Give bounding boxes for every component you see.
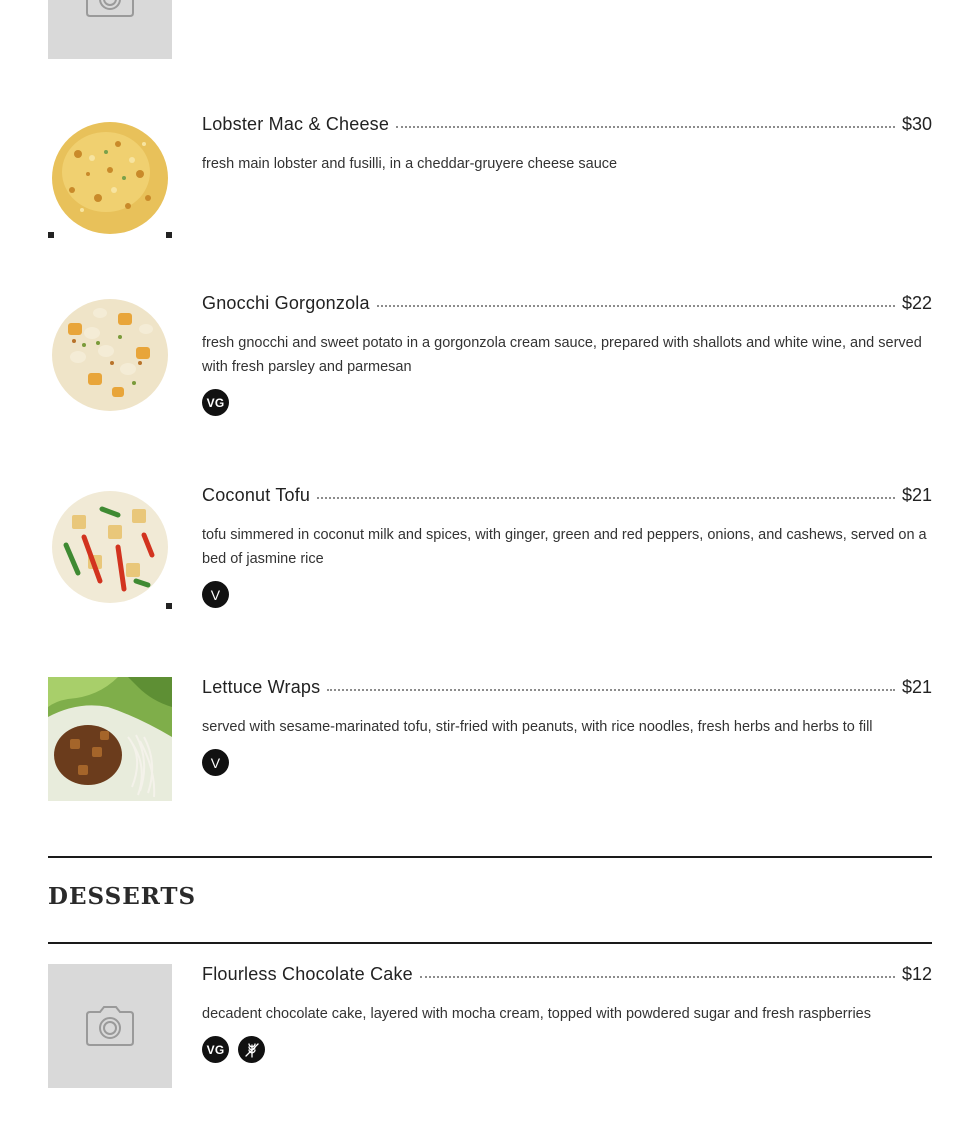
coconut-tofu-photo[interactable] xyxy=(48,485,172,609)
leader-dots xyxy=(420,975,895,978)
lobster-mac-photo[interactable] xyxy=(48,114,172,238)
item-description: decadent chocolate cake, layered with mocha cream, topped with powdered sugar and fresh raspberries xyxy=(202,1006,871,1022)
item-description: fresh gnocchi and sweet potato in a gorgonzola cream sauce, prepared with shallots and white wine, and served with fresh parsley and parmesan xyxy=(202,335,922,375)
item-description: served with sesame-marinated tofu, stir-fried with peanuts, with rice noodles, fresh herbs and herbs to fill xyxy=(202,719,873,735)
vegan-badge: VG xyxy=(202,389,229,416)
section-divider xyxy=(48,942,932,944)
gnocchi-photo[interactable] xyxy=(48,293,172,417)
camera-icon xyxy=(86,0,134,17)
item-name: Coconut Tofu xyxy=(202,485,311,505)
camera-icon xyxy=(86,1006,134,1046)
item-price: $21 xyxy=(901,677,932,697)
diet-badges xyxy=(202,749,932,776)
gluten-free-icon xyxy=(238,1036,265,1063)
item-price: $12 xyxy=(901,964,932,984)
item-name: Lettuce Wraps xyxy=(202,677,321,697)
item-price: $30 xyxy=(901,114,932,134)
photo-placeholder[interactable] xyxy=(48,964,172,1088)
vegan-badge: VG xyxy=(202,1036,229,1063)
leader-dots xyxy=(327,688,895,691)
vegetarian-badge: V xyxy=(202,581,229,608)
item-description: tofu simmered in coconut milk and spices, with ginger, green and red peppers, onions, and cashews, served on a bed of jasmine rice xyxy=(202,527,927,567)
leader-dots xyxy=(396,125,895,128)
vegetarian-badge: V xyxy=(202,749,229,776)
diet-badges xyxy=(202,1036,932,1063)
item-name: Gnocchi Gorgonzola xyxy=(202,293,370,313)
item-description: fresh main lobster and fusilli, in a cheddar-gruyere cheese sauce xyxy=(202,156,618,172)
section-divider xyxy=(48,856,932,858)
leader-dots xyxy=(377,304,895,307)
diet-badges xyxy=(202,581,932,608)
lettuce-wraps-photo[interactable] xyxy=(48,677,172,801)
item-price: $21 xyxy=(901,485,932,505)
diet-badges xyxy=(202,389,932,416)
leader-dots xyxy=(317,496,895,499)
item-name: Flourless Chocolate Cake xyxy=(202,964,413,984)
item-price: $22 xyxy=(901,293,932,313)
item-name: Lobster Mac & Cheese xyxy=(202,114,390,134)
photo-placeholder xyxy=(48,0,172,59)
section-title: DESSERTS xyxy=(48,883,197,910)
